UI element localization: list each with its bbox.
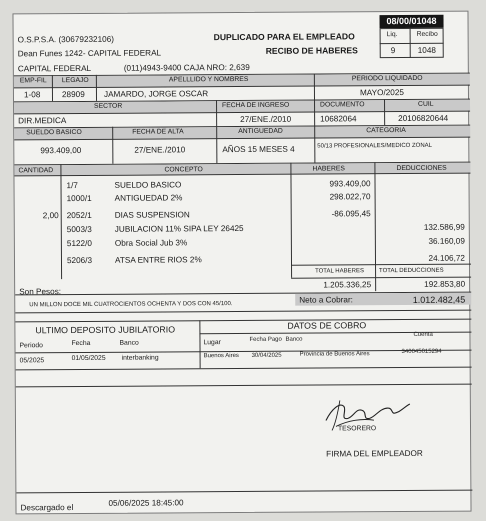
cuil-value: 20106820644 [398,113,449,124]
row-code: 5206/3 [66,255,93,266]
row-desc: ATSA ENTRE RIOS 2% [114,255,202,265]
deposit-banco-value: interbanking [121,354,159,362]
row-code: 1000/1 [66,193,92,204]
deposit-title: ULTIMO DEPOSITO JUBILATORIO [35,324,176,336]
tesorero-label: TESORERO [337,425,377,433]
liq-value: 9 [390,46,396,56]
row-deduccion: 36.160,09 [428,236,465,246]
cobro-cuenta-value: 340045015294 [401,348,442,356]
cobro-fecha-pago-label: Fecha Pago [249,336,282,343]
row-qty: 2,00 [42,211,59,221]
documento-value: 10682064 [320,114,357,124]
deposit-periodo-value: 05/2025 [19,357,45,365]
deposit-banco-label: Banco [119,339,139,347]
recibo-value: 1048 [417,45,436,55]
cobro-lugar-value: Buenos Aires [203,353,239,360]
deposit-fecha-label: Fecha [71,339,91,348]
cobro-fecha-pago-value: 30/04/2025 [251,352,282,359]
row-deduccion [377,210,465,211]
company-name: O.S.P.S.A. (30679232106) [17,34,115,45]
deposit-periodo-label: Periodo [19,342,43,350]
cobro-title: DATOS DE COBRO [287,320,367,331]
deducciones-label: DEDUCCIONES [396,164,447,173]
employee-name: JAMARDO, JORGE OSCAR [103,89,209,99]
sector-label: SECTOR [94,102,123,110]
period-label: PERIODO LIQUIDADO [351,74,423,83]
row-deduccion [376,180,464,181]
row-haber: 993.409,00 [329,179,371,189]
liq-label: Liq. [386,31,398,39]
name-label: APELLLIDO Y NOMBRES [168,75,249,84]
row-desc: ANTIGUEDAD 2% [114,193,183,203]
total-deducciones-label: TOTAL DEDUCCIONES [379,267,444,275]
descargado-label: Descargado el [20,503,74,513]
son-pesos-label: Son Pesos: [19,287,62,297]
sector-value: DIR.MEDICA [18,116,67,126]
payslip-document [12,11,471,515]
categoria-label: CATEGORIA [366,126,406,135]
row-deduccion: 24.106,72 [428,253,466,263]
total-haberes-value: 1.205.336,25 [323,280,372,290]
row-deduccion [377,193,465,194]
alta-value: 27/ENE./2010 [134,145,186,155]
legajo-label: LEGAJO [61,76,89,85]
cobro-banco-value: Provincia de Buenos Aires [299,351,370,358]
duplicate-title: DUPLICADO PARA EL EMPLEADO [213,31,355,43]
total-haberes-label: TOTAL HABERES [315,268,364,275]
cobro-cuenta-label: Cuenta [413,331,433,338]
descargado-value: 05/06/2025 18:45:00 [108,498,184,508]
neto-label: Neto a Cobrar: [299,295,353,305]
company-phone: (011)4943-9400 CAJA NRO: 2,639 [123,62,250,73]
row-desc: Obra Social Jub 3% [114,238,188,248]
antiguedad-label: ANTIGUEDAD [238,127,283,136]
alta-label: FECHA DE ALTA [132,128,184,136]
legajo-value: 28909 [61,89,85,100]
receipt-title: RECIBO DE HABERES [265,45,358,56]
cobro-lugar-label: Lugar [203,339,221,347]
company-address: Dean Funes 1242- CAPITAL FEDERAL [17,48,162,59]
row-code: 1/7 [66,181,78,191]
emp-fil-value: 1-08 [23,90,41,100]
cobro-banco-label: Banco [285,336,303,343]
row-deduccion: 132.586,99 [423,222,465,232]
cuil-label: CUIL [418,100,434,108]
row-desc: DIAS SUSPENSION [114,210,190,220]
row-haber: 298.022,70 [329,192,371,202]
cantidad-label: CANTIDAD [18,167,54,175]
ingreso-label: FECHA DE INGRESO [222,101,290,110]
recibo-label: Recibo [416,30,438,38]
row-code: 5003/3 [66,224,92,235]
concepto-label: CONCEPTO [164,166,203,174]
firma-label: FIRMA DEL EMPLEADOR [326,448,423,459]
antiguedad-value: AÑOS 15 MESES 4 [222,144,295,155]
row-desc: JUBILACION 11% SIPA LEY 26425 [114,223,244,234]
row-desc: SUELDO BASICO [114,180,182,190]
emp-fil-label: EMP-FIL [19,77,47,85]
categoria-value: 50/13 PROFESIONALES/MEDICO ZONAL [317,142,433,150]
row-code: 2052/1 [66,210,92,221]
deposit-fecha-value: 01/05/2025 [71,354,106,363]
row-haber: -86.095,45 [331,209,371,219]
row-code: 5122/0 [66,238,92,249]
period-value: MAYO/2025 [359,88,404,98]
ingreso-value: 27/ENE./2010 [240,114,292,125]
total-deducciones-value: 192.853,80 [424,279,466,289]
son-pesos-text: UN MILLON DOCE MIL CUATROCIENTOS OCHENTA Y DOS CON 45/100. [29,301,233,309]
neto-value: 1.012.482,45 [412,294,466,305]
sueldo-value: 993.409,00 [40,145,82,156]
serial-number: 08/00/01048 [379,15,443,28]
haberes-label: HABERES [312,165,345,173]
documento-label: DOCUMENTO [320,101,365,109]
sueldo-label: SUELDO BASICO [26,128,82,137]
company-city: CAPITAL FEDERAL [17,63,92,74]
